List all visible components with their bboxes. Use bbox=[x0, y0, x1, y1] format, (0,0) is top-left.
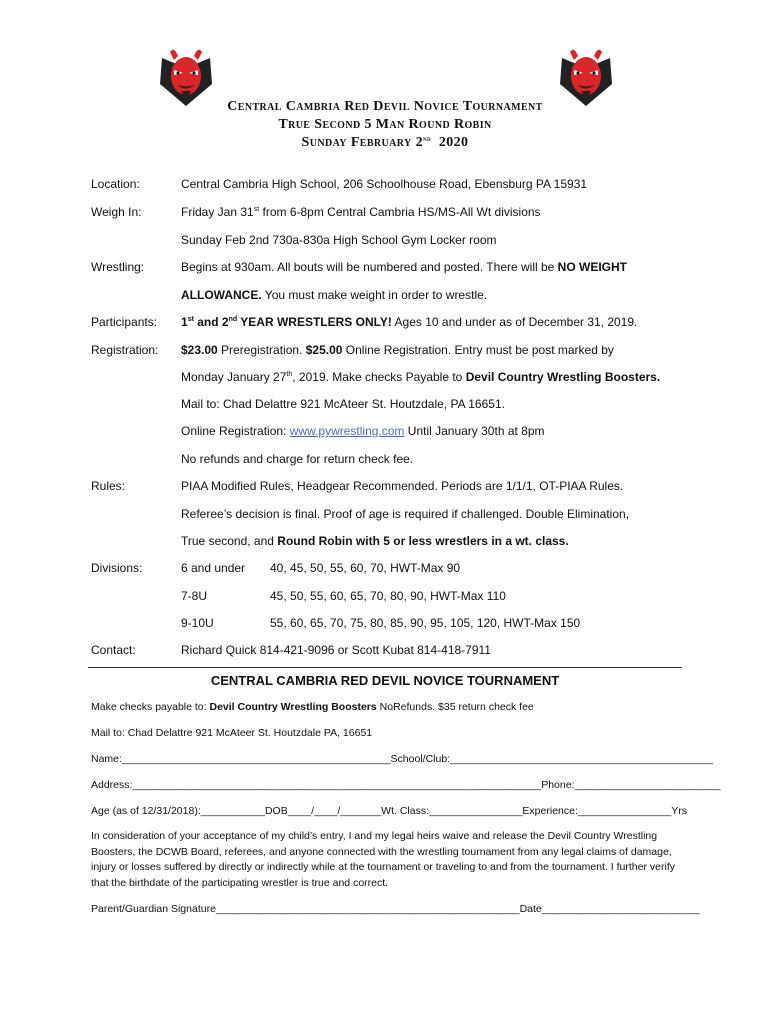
wrestling-line-2 bbox=[181, 288, 487, 302]
wrestling-label: Wrestling: bbox=[91, 260, 145, 274]
registration-line-5: No refunds and charge for return check fee. bbox=[181, 452, 414, 466]
division-name: 6 and under bbox=[181, 561, 246, 575]
participants-bold: YEAR WRESTLERS ONLY! bbox=[237, 315, 392, 329]
reg2-b: , 2019. Make checks Payable to bbox=[292, 370, 466, 384]
tournament-title: Central Cambria Red Devil Novice Tournament bbox=[227, 99, 543, 114]
registration-label: Registration: bbox=[91, 343, 159, 357]
reg2-a: Monday January 27 bbox=[181, 370, 287, 384]
entry-form-title: CENTRAL CAMBRIA RED DEVIL NOVICE TOURNAMENT bbox=[210, 673, 560, 688]
divisions-label: Divisions: bbox=[91, 561, 143, 575]
rules-3a: True second, and bbox=[181, 534, 278, 548]
weighin-1sup: st bbox=[253, 206, 260, 213]
mail-line: Mail to: Chad Delattre 921 McAteer St. Houtzdale PA, 16651 bbox=[91, 727, 373, 739]
waiver-paragraph: In consideration of your acceptance of my child’s entry, I and my legal heirs waive and release the Devil Country Wrestling Boosters, the DCWB Board, referees, and anyone connected with the wrestling tournament from any legal claims of damage, injury or losses suffered by directly or indirectly while at the tournament or traveling to and from the tournament. I further verify that the birthdate of the participating wrestler is true and correct. bbox=[91, 830, 675, 889]
participants-2sup: nd bbox=[228, 316, 238, 323]
division-name: 7-8U bbox=[181, 589, 208, 603]
signature-field[interactable]: Parent/Guardian Signature____________________________________________________Date___________________________ bbox=[91, 903, 700, 915]
reg-price2: $25.00 bbox=[305, 343, 343, 357]
reg-text1: Preregistration. bbox=[217, 343, 306, 357]
wrestling-1a: Begins at 930am. All bouts will be numbered and posted. There will be bbox=[181, 260, 558, 274]
rules-label: Rules: bbox=[91, 479, 126, 493]
tournament-subtitle: True Second 5 Man Round Robin bbox=[278, 117, 492, 132]
rules-3b: Round Robin with 5 or less wrestlers in a wt. class. bbox=[277, 534, 569, 548]
reg4-b: Until January 30th at 8pm bbox=[404, 424, 545, 438]
participants-value bbox=[181, 315, 637, 329]
weighin-line-1 bbox=[181, 205, 541, 219]
red-devil-logo-right bbox=[556, 44, 616, 106]
division-name: 9-10U bbox=[181, 616, 214, 630]
weighin-line-2: Sunday Feb 2nd 730a-830a High School Gym Locker room bbox=[181, 233, 497, 247]
weighin-1a: Friday Jan 31 bbox=[181, 205, 254, 219]
reg-text2: Online Registration. Entry must be post marked by bbox=[342, 343, 614, 357]
participants-and: and 2 bbox=[193, 315, 229, 329]
payable-line bbox=[91, 701, 534, 714]
section-divider bbox=[88, 667, 682, 668]
registration-line-2 bbox=[181, 370, 660, 384]
participants-rest: Ages 10 and under as of December 31, 2019. bbox=[391, 315, 638, 329]
registration-line-3: Mail to: Chad Delattre 921 McAteer St. Houtzdale, PA 16651. bbox=[181, 397, 505, 411]
payable-b: NoRefunds. $35 return check fee bbox=[376, 701, 534, 713]
location-label: Location: bbox=[91, 177, 140, 191]
participants-1sup: st bbox=[187, 316, 194, 323]
participants-1: 1 bbox=[181, 315, 188, 329]
contact-value: Richard Quick 814-421-9096 or Scott Kubat 814-418-7911 bbox=[181, 643, 491, 657]
rules-line-3 bbox=[181, 534, 569, 548]
weighin-1b: from 6-8pm Central Cambria HS/MS-All Wt divisions bbox=[259, 205, 541, 219]
wrestling-2a: ALLOWANCE. bbox=[181, 288, 262, 302]
date-year: 2020 bbox=[438, 135, 469, 150]
rules-line-1: PIAA Modified Rules, Headgear Recommended. Periods are 1/1/1, OT-PIAA Rules. bbox=[181, 479, 624, 493]
date-prefix: Sunday February 2 bbox=[301, 135, 423, 150]
wrestling-2b: You must make weight in order to wrestle. bbox=[261, 288, 488, 302]
date-sup: nd bbox=[422, 135, 432, 143]
contact-label: Contact: bbox=[91, 643, 136, 657]
division-weights: 45, 50, 55, 60, 65, 70, 80, 90, HWT-Max 110 bbox=[270, 589, 506, 603]
name-school-field[interactable]: Name:______________________________________________School/Club:_____________________________________________ bbox=[91, 753, 713, 765]
payable-bold: Devil Country Wrestling Boosters bbox=[209, 701, 377, 713]
reg2-sup: th bbox=[286, 371, 293, 378]
tournament-date bbox=[0, 134, 770, 152]
participants-label: Participants: bbox=[91, 315, 158, 329]
red-devil-logo-left bbox=[156, 44, 216, 106]
registration-line-4 bbox=[181, 424, 545, 438]
pywrestling-link[interactable]: www.pywrestling.com bbox=[289, 424, 405, 438]
location-value: Central Cambria High School, 206 Schoolhouse Road, Ebensburg PA 15931 bbox=[181, 177, 588, 191]
weighin-label: Weigh In: bbox=[91, 205, 142, 219]
address-phone-field[interactable]: Address:______________________________________________________________________Phone:_________________________ bbox=[91, 779, 721, 791]
reg-price1: $23.00 bbox=[181, 343, 218, 357]
division-weights: 40, 45, 50, 55, 60, 70, HWT-Max 90 bbox=[270, 561, 461, 575]
division-weights: 55, 60, 65, 70, 75, 80, 85, 90, 95, 105, 120, HWT-Max 150 bbox=[270, 616, 581, 630]
wrestling-1b: NO WEIGHT bbox=[557, 260, 627, 274]
registration-line-1 bbox=[181, 343, 614, 357]
rules-line-2: Referee’s decision is final. Proof of age is required if challenged. Double Elimination, bbox=[181, 507, 630, 521]
reg2-bold: Devil Country Wrestling Boosters. bbox=[465, 370, 661, 384]
age-dob-field[interactable]: Age (as of 12/31/2018):___________DOB____/____/_______Wt. Class:________________Experience:________________Yrs bbox=[91, 805, 688, 817]
reg4-a: Online Registration: bbox=[181, 424, 290, 438]
payable-a: Make checks payable to: bbox=[91, 701, 210, 713]
wrestling-line-1 bbox=[181, 260, 627, 274]
